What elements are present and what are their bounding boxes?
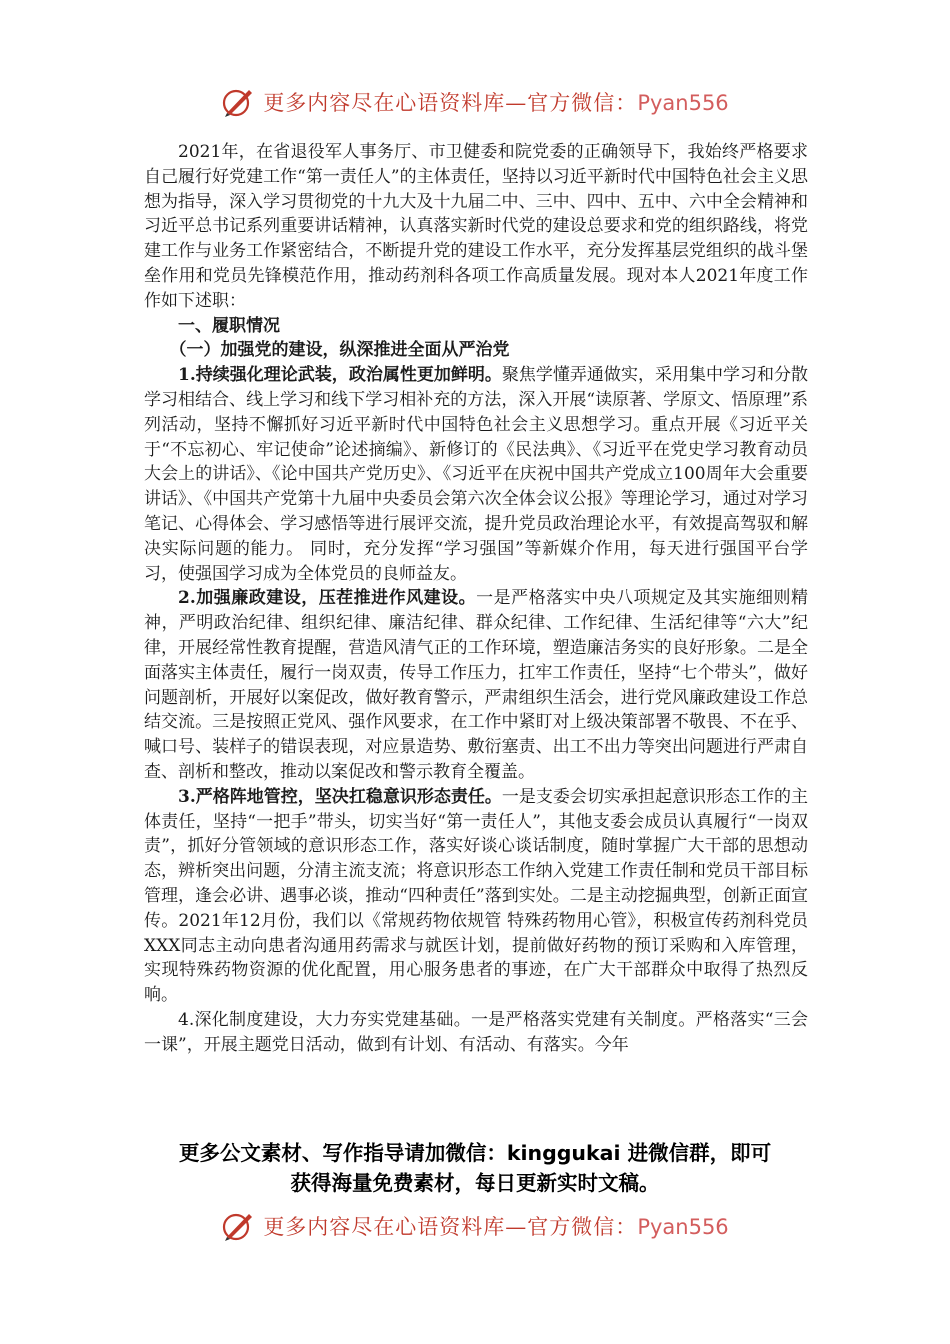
item-body-1: 聚焦学懂弄通做实，采用集中学习和分散学习相结合、线上学习和线下学习相补充的方法，深入开展“读原著、学原文、悟原理”系列活动，坚持不懈抓好习近平新时代中国特色社会主义思想学习。重点开展《习近平关于“不忘初心、牢记使命”论述摘编》、新修订的《民法典》、《习近平在党史学习教育动员大会上的讲话》、《论中国共产党历史》、《习近平在庆祝中国共产党成立100周年大会重要讲话》、《中国共产党第十九届中央委员会第六次全体会议公报》等理论学习，通过对学习笔记、心得体会、学习感悟等进行展评交流，提升党员政治理论水平，有效提高驾驭和解决实际问题的能力。 同时，充分发挥“学习强国”等新媒介作用，每天进行强国平台学习，使强国学习成为全体党员的良师益友。 — [144, 365, 809, 584]
subsection-title: （一）加强党的建设，纵深推进全面从严治党 — [169, 340, 510, 361]
promo-notice — [100, 1138, 850, 1198]
item-body-4: 4.深化制度建设，大力夯实党建基础。一是严格落实党建有关制度。严格落实“三会一课”，开展主题党日活动，做到有计划、有活动、有落实。今年 — [144, 1009, 808, 1055]
item-paragraph-3 — [144, 785, 808, 1008]
section-title: 一、履职情况 — [178, 315, 280, 336]
item-body-3: 一是支委会切实承担起意识形态工作的主体责任，坚持“一把手”带头，切实当好“第一责任人”，其他支委会成员认真履行“一岗双责”，抓好分管领域的意识形态工作，落实好谈心谈话制度，随时掌握广大干部的思想动态，辨析突出问题，分清主流支流；将意识形态工作纳入党建工作责任制和党员干部目标管理，逢会必讲、遇事必谈，推动“四种责任”落到实处。二是主动挖掘典型，创新正面宣传。2021年12月份，我们以《常规药物依规管 特殊药物用心管》，积极宣传药剂科党员XXX同志主动向患者沟通用药需求与就医计划，提前做好药物的预订采购和入库管理，实现特殊药物资源的优化配置，用心服务患者的事迹，在广大干部群众中取得了热烈反响。 — [144, 786, 809, 1006]
watermark-id: Pyan556 — [637, 1215, 729, 1239]
item-paragraph-1 — [144, 363, 808, 586]
item-lead-3: 3.严格阵地管控，坚决扛稳意识形态责任。 — [178, 786, 502, 807]
pen-circle-logo-icon — [221, 85, 255, 119]
item-paragraph-4 — [144, 1008, 808, 1058]
intro-paragraph: 2021年，在省退役军人事务厅、市卫健委和院党委的正确领导下，我始终严格要求自己履行好党建工作“第一责任人”的主体责任，坚持以习近平新时代中国特色社会主义思想为指导，深入学习贯彻党的十九大及十九届二中、三中、四中、五中、六中全会精神和习近平总书记系列重要讲话精神，认真落实新时代党的建设总要求和党的组织路线，将党建工作与业务工作紧密结合，不断提升党的建设工作水平，充分发挥基层党组织的战斗堡垒作用和党员先锋模范作用，推动药剂科各项工作高质量发展。现对本人2021年度工作作如下述职： — [144, 142, 808, 311]
item-paragraph-2 — [144, 586, 808, 784]
promo-line-2: 获得海量免费素材，每日更新实时文稿。 — [290, 1171, 660, 1195]
footer-watermark — [0, 1206, 950, 1246]
promo-line-1: 更多公文素材、写作指导请加微信：kinggukai 进微信群，即可 — [178, 1141, 772, 1165]
item-lead-2: 2.加强廉政建设，压茬推进作风建设。 — [178, 588, 477, 609]
document-body — [144, 140, 808, 1057]
watermark-id: Pyan556 — [637, 91, 729, 115]
watermark-text: 更多内容尽在心语资料库—官方微信：Pyan556 — [263, 91, 729, 115]
item-body-2: 一是严格落实中央八项规定及其实施细则精神，严明政治纪律、组织纪律、廉洁纪律、群众纪律、工作纪律、生活纪律等“六大”纪律，开展经常性教育提醒，营造风清气正的工作环境，塑造廉洁务实的良好形象。二是全面落实主体责任，履行一岗双责，传导工作压力，扛牢工作责任，坚持“七个带头”，做好问题剖析，开展好以案促改，做好教育警示，严肃组织生活会，进行党风廉政建设工作总结交流。三是按照正党风、强作风要求，在工作中紧盯对上级决策部署不敬畏、不在乎、喊口号、装样子的错误表现，对应景造势、敷衍塞责、出工不出力等突出问题进行严肃自查、剖析和整改，推动以案促改和警示教育全覆盖。 — [144, 588, 808, 782]
pen-circle-logo-icon — [221, 1209, 255, 1243]
header-watermark — [0, 82, 950, 122]
item-lead-1: 1.持续强化理论武装，政治属性更加鲜明。 — [178, 365, 502, 386]
watermark-text: 更多内容尽在心语资料库—官方微信：Pyan556 — [263, 1215, 729, 1239]
